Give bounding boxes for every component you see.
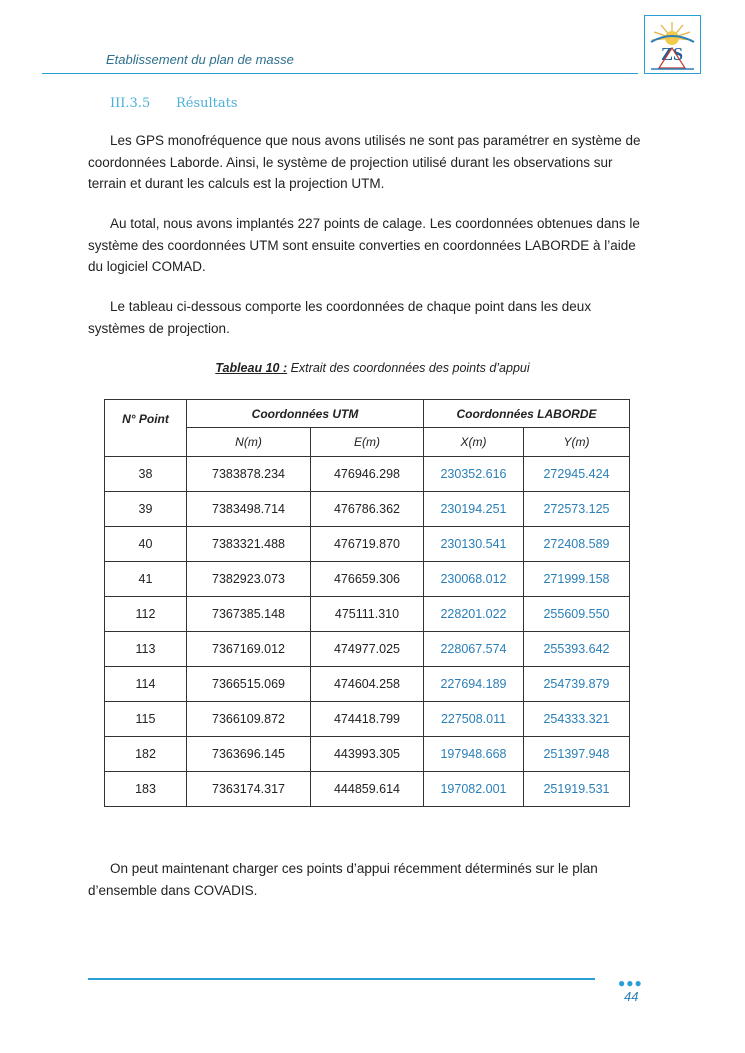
cell-utm-n: 7363696.145 [187, 737, 311, 772]
cell-point: 41 [105, 562, 187, 597]
coordinates-table [104, 399, 630, 807]
cell-point: 183 [105, 772, 187, 807]
svg-text:ZS: ZS [660, 44, 684, 64]
paragraph-points: Au total, nous avons implantés 227 points de calage. Les coordonnées obtenues dans le système des coordonnées UTM sont ensuite converties en coordonnées LABORDE à l’aide du logiciel COMAD. [88, 216, 640, 274]
table-row [105, 737, 630, 772]
cell-utm-n: 7363174.317 [187, 772, 311, 807]
cell-utm-n: 7383498.714 [187, 492, 311, 527]
cell-utm-e: 444859.614 [311, 772, 424, 807]
cell-utm-e: 476946.298 [311, 457, 424, 492]
cell-utm-e: 475111.310 [311, 597, 424, 632]
table-row [105, 772, 630, 807]
cell-laborde-x: 197948.668 [424, 737, 524, 772]
table-row [105, 527, 630, 562]
caption-label: Tableau 10 : [215, 361, 288, 375]
table-row [105, 492, 630, 527]
header-utm: Coordonnées UTM [187, 400, 424, 428]
cell-utm-e: 476659.306 [311, 562, 424, 597]
cell-utm-e: 476719.870 [311, 527, 424, 562]
table-row [105, 457, 630, 492]
cell-point: 113 [105, 632, 187, 667]
subheader-n: N(m) [187, 428, 311, 457]
cell-laborde-x: 227694.189 [424, 667, 524, 702]
cell-laborde-x: 228067.574 [424, 632, 524, 667]
table-row [105, 597, 630, 632]
cell-utm-n: 7366109.872 [187, 702, 311, 737]
cell-laborde-y: 251919.531 [524, 772, 630, 807]
cell-utm-e: 474604.258 [311, 667, 424, 702]
header-point: N° Point [105, 400, 187, 457]
cell-utm-n: 7367169.012 [187, 632, 311, 667]
cell-laborde-y: 255393.642 [524, 632, 630, 667]
cell-point: 39 [105, 492, 187, 527]
cell-laborde-x: 227508.011 [424, 702, 524, 737]
cell-utm-e: 474977.025 [311, 632, 424, 667]
cell-laborde-x: 228201.022 [424, 597, 524, 632]
section-title: Résultats [176, 96, 238, 111]
table-row [105, 632, 630, 667]
cell-point: 115 [105, 702, 187, 737]
cell-laborde-y: 251397.948 [524, 737, 630, 772]
subheader-e: E(m) [311, 428, 424, 457]
header-title: Etablissement du plan de masse [106, 52, 294, 67]
cell-point: 40 [105, 527, 187, 562]
cell-utm-e: 476786.362 [311, 492, 424, 527]
subheader-x: X(m) [424, 428, 524, 457]
paragraph-gps: Les GPS monofréquence que nous avons utilisés ne sont pas paramétrer en système de coordonnées Laborde. Ainsi, le système de projection utilisé durant les observations sur terrain et durant les calculs est la projection UTM. [88, 133, 641, 191]
header-divider [42, 73, 638, 74]
section-heading [110, 96, 238, 111]
cell-laborde-x: 230194.251 [424, 492, 524, 527]
paragraph-closing: On peut maintenant charger ces points d’appui récemment déterminés sur le plan d’ensemble dans COVADIS. [88, 861, 598, 898]
cell-utm-e: 443993.305 [311, 737, 424, 772]
cell-laborde-y: 254739.879 [524, 667, 630, 702]
cell-point: 38 [105, 457, 187, 492]
table-row [105, 667, 630, 702]
cell-point: 182 [105, 737, 187, 772]
footer-dots: ●●● [618, 976, 643, 990]
cell-laborde-y: 272408.589 [524, 527, 630, 562]
cell-utm-n: 7366515.069 [187, 667, 311, 702]
cell-utm-n: 7383321.488 [187, 527, 311, 562]
cell-laborde-x: 230352.616 [424, 457, 524, 492]
paragraph-table-intro: Le tableau ci-dessous comporte les coordonnées de chaque point dans les deux systèmes de projection. [88, 299, 592, 336]
cell-laborde-x: 230130.541 [424, 527, 524, 562]
cell-point: 112 [105, 597, 187, 632]
cell-laborde-y: 271999.158 [524, 562, 630, 597]
cell-laborde-y: 255609.550 [524, 597, 630, 632]
table-row [105, 702, 630, 737]
cell-laborde-y: 254333.321 [524, 702, 630, 737]
page-number: 44 [624, 989, 639, 1004]
caption-text: Extrait des coordonnées des points d’appui [287, 361, 530, 375]
cell-laborde-y: 272573.125 [524, 492, 630, 527]
cell-utm-e: 474418.799 [311, 702, 424, 737]
cell-utm-n: 7383878.234 [187, 457, 311, 492]
table-body [105, 457, 630, 807]
cell-laborde-x: 197082.001 [424, 772, 524, 807]
school-emblem-icon [644, 15, 701, 74]
table-caption [0, 361, 745, 375]
cell-utm-n: 7382923.073 [187, 562, 311, 597]
table-row [105, 562, 630, 597]
cell-utm-n: 7367385.148 [187, 597, 311, 632]
subheader-y: Y(m) [524, 428, 630, 457]
header-laborde: Coordonnées LABORDE [424, 400, 630, 428]
cell-laborde-y: 272945.424 [524, 457, 630, 492]
cell-laborde-x: 230068.012 [424, 562, 524, 597]
section-number: III.3.5 [110, 96, 151, 111]
footer-divider [88, 978, 595, 980]
cell-point: 114 [105, 667, 187, 702]
